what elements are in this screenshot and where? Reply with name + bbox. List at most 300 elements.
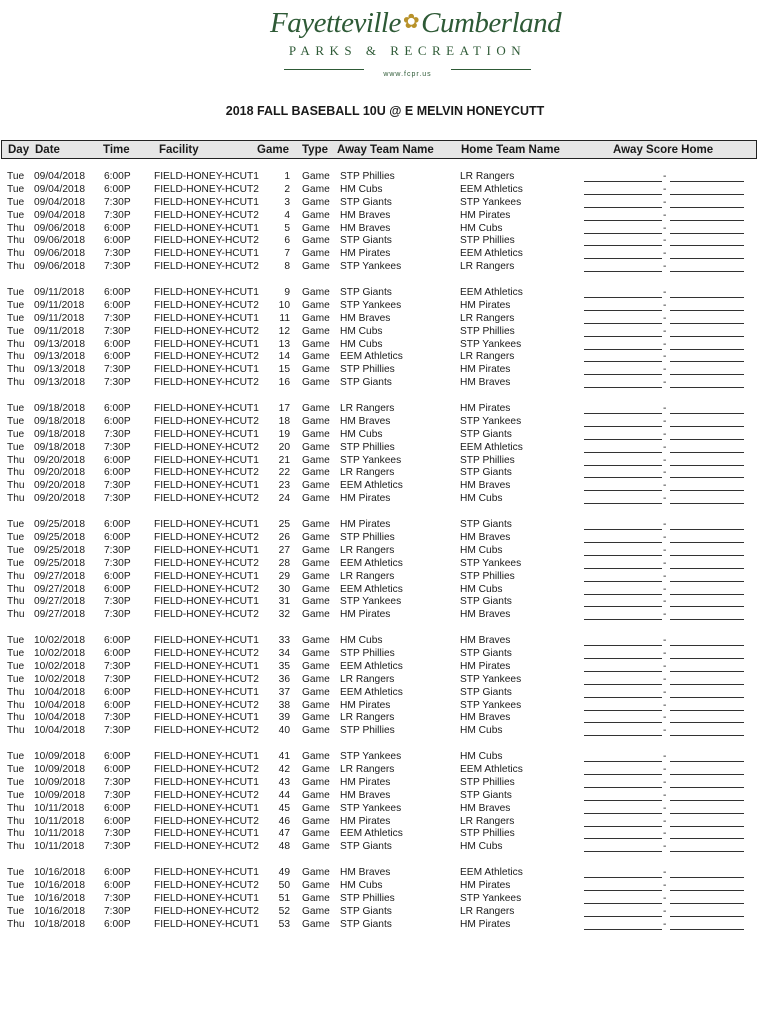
away-team: STP Phillies: [340, 531, 395, 543]
home-score-blank: [670, 439, 744, 440]
away-score-blank: [584, 413, 662, 414]
away-score-blank: [584, 233, 662, 234]
away-score-blank: [584, 671, 662, 672]
score-separator: -: [663, 635, 667, 647]
away-score-blank: [584, 323, 662, 324]
home-team: HM Pirates: [460, 364, 511, 376]
header-game: Game: [257, 144, 289, 156]
table-row: [0, 635, 770, 648]
game-facility: FIELD-HONEY-HCUT1: [154, 828, 259, 840]
game-date: 09/13/2018: [34, 338, 85, 350]
away-score-blank: [584, 581, 662, 582]
game-number: 48: [278, 841, 290, 853]
table-row: [0, 261, 770, 274]
game-type: Game: [302, 222, 330, 234]
game-day: Thu: [7, 828, 25, 840]
game-time: 7:30P: [104, 261, 131, 273]
table-row: [0, 532, 770, 545]
home-team: HM Pirates: [460, 209, 511, 221]
away-score-blank: [584, 697, 662, 698]
away-score-blank: [584, 826, 662, 827]
game-facility: FIELD-HONEY-HCUT2: [154, 493, 259, 505]
game-facility: FIELD-HONEY-HCUT2: [154, 299, 259, 311]
table-row: [0, 442, 770, 455]
home-score-blank: [670, 181, 744, 182]
home-score-blank: [670, 349, 744, 350]
game-facility: FIELD-HONEY-HCUT2: [154, 325, 259, 337]
away-score-blank: [584, 387, 662, 388]
game-date: 09/13/2018: [34, 377, 85, 389]
away-team: HM Pirates: [340, 776, 391, 788]
game-facility: FIELD-HONEY-HCUT1: [154, 660, 259, 672]
game-number: 30: [278, 583, 290, 595]
game-number: 22: [278, 467, 290, 479]
game-day: Tue: [7, 673, 25, 685]
game-type: Game: [302, 647, 330, 659]
table-row: [0, 210, 770, 223]
table-row: [0, 893, 770, 906]
game-type: Game: [302, 751, 330, 763]
game-facility: FIELD-HONEY-HCUT1: [154, 196, 259, 208]
away-score-blank: [584, 787, 662, 788]
away-team: LR Rangers: [340, 544, 395, 556]
away-team: STP Giants: [340, 841, 392, 853]
game-time: 6:00P: [104, 867, 131, 879]
game-date: 09/06/2018: [34, 248, 85, 260]
score-separator: -: [663, 596, 667, 608]
game-date: 09/06/2018: [34, 222, 85, 234]
away-team: LR Rangers: [340, 712, 395, 724]
away-team: STP Yankees: [340, 454, 402, 466]
table-row: [0, 519, 770, 532]
game-day: Thu: [7, 712, 25, 724]
table-row: [0, 545, 770, 558]
game-type: Game: [302, 287, 330, 299]
game-facility: FIELD-HONEY-HCUT1: [154, 712, 259, 724]
table-row: [0, 416, 770, 429]
game-date: 09/20/2018: [34, 480, 85, 492]
game-number: 53: [278, 918, 290, 930]
home-team: HM Braves: [460, 377, 511, 389]
header-date: Date: [35, 144, 60, 156]
game-type: Game: [302, 351, 330, 363]
home-score-blank: [670, 490, 744, 491]
game-day: Tue: [7, 519, 25, 531]
away-team: LR Rangers: [340, 467, 395, 479]
home-score-blank: [670, 606, 744, 607]
game-type: Game: [302, 867, 330, 879]
game-type: Game: [302, 918, 330, 930]
game-facility: FIELD-HONEY-HCUT1: [154, 596, 259, 608]
game-date: 09/04/2018: [34, 209, 85, 221]
game-facility: FIELD-HONEY-HCUT2: [154, 377, 259, 389]
game-number: 28: [278, 557, 290, 569]
game-facility: FIELD-HONEY-HCUT2: [154, 351, 259, 363]
score-separator: -: [663, 918, 667, 930]
game-time: 7:30P: [104, 905, 131, 917]
game-type: Game: [302, 364, 330, 376]
score-separator: -: [663, 222, 667, 234]
home-score-blank: [670, 477, 744, 478]
away-team: LR Rangers: [340, 673, 395, 685]
home-team: LR Rangers: [460, 261, 515, 273]
table-row: [0, 287, 770, 300]
away-team: HM Cubs: [340, 325, 383, 337]
home-score-blank: [670, 245, 744, 246]
game-type: Game: [302, 802, 330, 814]
score-separator: -: [663, 531, 667, 543]
game-time: 6:00P: [104, 415, 131, 427]
game-number: 23: [278, 480, 290, 492]
home-score-blank: [670, 465, 744, 466]
away-team: HM Pirates: [340, 519, 391, 531]
game-type: Game: [302, 428, 330, 440]
home-score-blank: [670, 555, 744, 556]
game-time: 6:00P: [104, 583, 131, 595]
home-score-blank: [670, 426, 744, 427]
logo-name-right: Cumberland: [421, 7, 562, 39]
away-team: STP Yankees: [340, 299, 402, 311]
game-type: Game: [302, 209, 330, 221]
game-date: 09/11/2018: [34, 325, 85, 337]
away-team: STP Phillies: [340, 725, 395, 737]
score-separator: -: [663, 171, 667, 182]
game-day: Thu: [7, 222, 25, 234]
score-separator: -: [663, 879, 667, 891]
game-time: 7:30P: [104, 776, 131, 788]
home-score-blank: [670, 800, 744, 801]
game-day: Thu: [7, 235, 25, 247]
home-score-blank: [670, 761, 744, 762]
game-facility: FIELD-HONEY-HCUT1: [154, 867, 259, 879]
score-separator: -: [663, 570, 667, 582]
game-time: 7:30P: [104, 892, 131, 904]
away-score-blank: [584, 349, 662, 350]
home-score-blank: [670, 735, 744, 736]
home-team: STP Giants: [460, 647, 512, 659]
game-date: 10/09/2018: [34, 789, 85, 801]
table-row: [0, 803, 770, 816]
game-facility: FIELD-HONEY-HCUT2: [154, 647, 259, 659]
game-type: Game: [302, 338, 330, 350]
home-score-blank: [670, 877, 744, 878]
score-separator: -: [663, 583, 667, 595]
home-score-blank: [670, 503, 744, 504]
game-type: Game: [302, 725, 330, 737]
away-team: HM Pirates: [340, 248, 391, 260]
game-day: Tue: [7, 647, 25, 659]
home-team: HM Braves: [460, 531, 511, 543]
game-facility: FIELD-HONEY-HCUT1: [154, 776, 259, 788]
game-time: 7:30P: [104, 377, 131, 389]
home-team: EEM Athletics: [460, 867, 523, 879]
home-team: HM Pirates: [460, 299, 511, 311]
header-type: Type: [302, 144, 328, 156]
game-date: 10/11/2018: [34, 841, 85, 853]
game-day: Thu: [7, 338, 25, 350]
game-day: Tue: [7, 660, 25, 672]
home-team: LR Rangers: [460, 351, 515, 363]
home-score-blank: [670, 710, 744, 711]
home-score-blank: [670, 774, 744, 775]
away-score-blank: [584, 452, 662, 453]
game-day: Tue: [7, 428, 25, 440]
away-score-blank: [584, 271, 662, 272]
game-day: Tue: [7, 867, 25, 879]
table-row: [0, 816, 770, 829]
game-date: 09/18/2018: [34, 428, 85, 440]
home-score-blank: [670, 929, 744, 930]
away-score-blank: [584, 722, 662, 723]
game-number: 50: [278, 879, 290, 891]
table-row: [0, 197, 770, 210]
game-type: Game: [302, 789, 330, 801]
table-row: [0, 674, 770, 687]
away-score-blank: [584, 813, 662, 814]
home-team: HM Cubs: [460, 725, 503, 737]
away-team: STP Yankees: [340, 751, 402, 763]
game-number: 25: [278, 519, 290, 531]
away-score-blank: [584, 361, 662, 362]
score-separator: -: [663, 351, 667, 363]
score-separator: -: [663, 892, 667, 904]
away-team: STP Phillies: [340, 441, 395, 453]
game-day: Thu: [7, 377, 25, 389]
away-team: HM Cubs: [340, 183, 383, 195]
score-separator: -: [663, 415, 667, 427]
away-team: EEM Athletics: [340, 583, 403, 595]
game-date: 09/13/2018: [34, 351, 85, 363]
game-facility: FIELD-HONEY-HCUT2: [154, 557, 259, 569]
game-type: Game: [302, 403, 330, 415]
game-facility: FIELD-HONEY-HCUT1: [154, 287, 259, 299]
game-date: 09/04/2018: [34, 196, 85, 208]
game-number: 9: [284, 287, 290, 299]
game-time: 7:30P: [104, 364, 131, 376]
game-number: 43: [278, 776, 290, 788]
game-facility: FIELD-HONEY-HCUT2: [154, 879, 259, 891]
away-team: STP Yankees: [340, 596, 402, 608]
game-date: 09/13/2018: [34, 364, 85, 376]
away-score-blank: [584, 542, 662, 543]
score-separator: -: [663, 235, 667, 247]
game-number: 20: [278, 441, 290, 453]
score-separator: -: [663, 712, 667, 724]
score-separator: -: [663, 299, 667, 311]
score-separator: -: [663, 338, 667, 350]
game-time: 7:30P: [104, 248, 131, 260]
logo-name-left: Fayetteville: [270, 7, 401, 39]
game-facility: FIELD-HONEY-HCUT2: [154, 725, 259, 737]
game-day: Tue: [7, 441, 25, 453]
game-number: 38: [278, 699, 290, 711]
away-score-blank: [584, 336, 662, 337]
game-time: 6:00P: [104, 647, 131, 659]
logo-rule-left: [284, 69, 364, 70]
away-score-blank: [584, 890, 662, 891]
schedule-table: [0, 171, 770, 932]
away-score-blank: [584, 929, 662, 930]
game-day: Thu: [7, 570, 25, 582]
game-date: 09/25/2018: [34, 544, 85, 556]
table-row: [0, 661, 770, 674]
game-type: Game: [302, 248, 330, 260]
week-separator: [0, 622, 770, 635]
week-separator: [0, 274, 770, 287]
game-type: Game: [302, 531, 330, 543]
game-time: 6:00P: [104, 635, 131, 647]
score-separator: -: [663, 802, 667, 814]
home-team: HM Cubs: [460, 544, 503, 556]
game-type: Game: [302, 596, 330, 608]
game-facility: FIELD-HONEY-HCUT1: [154, 892, 259, 904]
home-score-blank: [670, 413, 744, 414]
table-row: [0, 725, 770, 738]
home-score-blank: [670, 374, 744, 375]
table-row: [0, 339, 770, 352]
table-row: [0, 571, 770, 584]
away-team: STP Phillies: [340, 171, 395, 182]
game-date: 10/04/2018: [34, 712, 85, 724]
game-facility: FIELD-HONEY-HCUT2: [154, 841, 259, 853]
table-row: [0, 326, 770, 339]
table-row: [0, 403, 770, 416]
score-separator: -: [663, 467, 667, 479]
game-date: 10/02/2018: [34, 647, 85, 659]
game-time: 7:30P: [104, 209, 131, 221]
header-score: Away Score Home: [613, 144, 714, 156]
game-number: 26: [278, 531, 290, 543]
game-date: 09/25/2018: [34, 531, 85, 543]
score-separator: -: [663, 841, 667, 853]
game-day: Tue: [7, 763, 25, 775]
game-type: Game: [302, 892, 330, 904]
home-score-blank: [670, 581, 744, 582]
game-date: 10/02/2018: [34, 660, 85, 672]
game-number: 45: [278, 802, 290, 814]
away-team: LR Rangers: [340, 763, 395, 775]
game-facility: FIELD-HONEY-HCUT1: [154, 171, 259, 182]
home-team: STP Yankees: [460, 338, 522, 350]
game-time: 6:00P: [104, 183, 131, 195]
home-team: STP Giants: [460, 467, 512, 479]
game-date: 09/11/2018: [34, 287, 85, 299]
home-team: HM Braves: [460, 609, 511, 621]
game-facility: FIELD-HONEY-HCUT2: [154, 261, 259, 273]
home-team: STP Phillies: [460, 570, 515, 582]
home-team: HM Braves: [460, 802, 511, 814]
game-number: 1: [284, 171, 290, 182]
game-number: 8: [284, 261, 290, 273]
away-team: HM Pirates: [340, 493, 391, 505]
table-row: [0, 700, 770, 713]
game-type: Game: [302, 712, 330, 724]
table-row: [0, 609, 770, 622]
home-score-blank: [670, 645, 744, 646]
score-separator: -: [663, 776, 667, 788]
game-time: 6:00P: [104, 519, 131, 531]
home-score-blank: [670, 851, 744, 852]
game-date: 10/16/2018: [34, 867, 85, 879]
away-team: STP Phillies: [340, 647, 395, 659]
game-day: Thu: [7, 841, 25, 853]
game-type: Game: [302, 905, 330, 917]
game-type: Game: [302, 480, 330, 492]
game-time: 6:00P: [104, 235, 131, 247]
game-facility: FIELD-HONEY-HCUT2: [154, 583, 259, 595]
home-score-blank: [670, 916, 744, 917]
game-number: 46: [278, 815, 290, 827]
score-separator: -: [663, 248, 667, 260]
table-row: [0, 235, 770, 248]
score-separator: -: [663, 828, 667, 840]
home-score-blank: [670, 336, 744, 337]
game-time: 6:00P: [104, 918, 131, 930]
game-facility: FIELD-HONEY-HCUT2: [154, 699, 259, 711]
game-time: 7:30P: [104, 196, 131, 208]
away-score-blank: [584, 181, 662, 182]
table-row: [0, 906, 770, 919]
home-team: STP Yankees: [460, 415, 522, 427]
game-number: 24: [278, 493, 290, 505]
game-date: 10/11/2018: [34, 828, 85, 840]
game-day: Tue: [7, 531, 25, 543]
game-facility: FIELD-HONEY-HCUT1: [154, 364, 259, 376]
home-team: HM Braves: [460, 712, 511, 724]
home-score-blank: [670, 297, 744, 298]
game-day: Thu: [7, 725, 25, 737]
away-score-blank: [584, 774, 662, 775]
week-separator: [0, 738, 770, 751]
away-team: LR Rangers: [340, 570, 395, 582]
home-score-blank: [670, 452, 744, 453]
week-separator: [0, 390, 770, 403]
home-team: EEM Athletics: [460, 441, 523, 453]
game-type: Game: [302, 171, 330, 182]
game-time: 6:00P: [104, 815, 131, 827]
table-row: [0, 223, 770, 236]
game-day: Thu: [7, 364, 25, 376]
home-team: STP Phillies: [460, 235, 515, 247]
away-team: HM Cubs: [340, 428, 383, 440]
logo-rule-right: [451, 69, 531, 70]
home-score-blank: [670, 697, 744, 698]
game-time: 7:30P: [104, 325, 131, 337]
home-score-blank: [670, 271, 744, 272]
away-score-blank: [584, 851, 662, 852]
away-score-blank: [584, 877, 662, 878]
score-separator: -: [663, 751, 667, 763]
table-row: [0, 880, 770, 893]
game-date: 10/11/2018: [34, 815, 85, 827]
away-score-blank: [584, 710, 662, 711]
away-team: EEM Athletics: [340, 557, 403, 569]
table-row: [0, 751, 770, 764]
table-row: [0, 712, 770, 725]
game-type: Game: [302, 454, 330, 466]
game-date: 09/06/2018: [34, 235, 85, 247]
game-date: 10/02/2018: [34, 673, 85, 685]
game-type: Game: [302, 312, 330, 324]
game-time: 7:30P: [104, 596, 131, 608]
away-score-blank: [584, 658, 662, 659]
game-date: 09/06/2018: [34, 261, 85, 273]
table-row: [0, 584, 770, 597]
table-row: [0, 867, 770, 880]
game-time: 7:30P: [104, 789, 131, 801]
away-score-blank: [584, 439, 662, 440]
game-date: 10/02/2018: [34, 635, 85, 647]
